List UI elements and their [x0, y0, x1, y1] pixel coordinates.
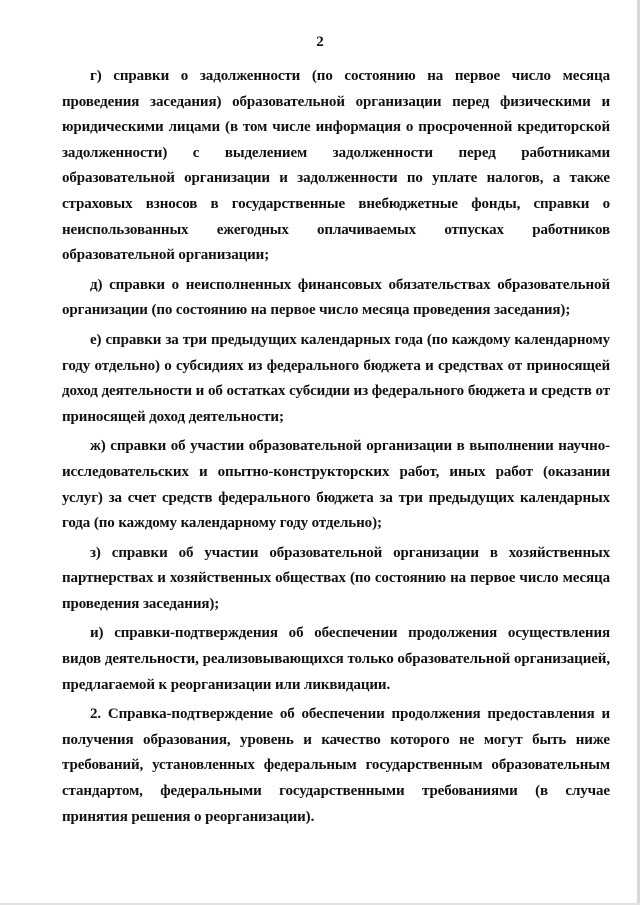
paragraph-e: е) справки за три предыдущих календарных года (по каждому календарному году отдельно) о субсидиях из федерального бюджета и средствах от приносящей доход деятельности и об остатках субсидии из федерального бюджета и средств от приносящей доход деятельности;: [62, 331, 610, 425]
document-body: [62, 64, 610, 834]
paragraph-d: д) справки о неисполненных финансовых обязательствах образовательной организации (по состоянию на первое число месяца проведения заседания);: [62, 276, 610, 319]
paragraph-z: з) справки об участии образовательной организации в хозяйственных партнерствах и хозяйственных обществах (по состоянию на первое число месяца проведения заседания);: [62, 544, 610, 612]
paragraph-2: 2. Справка-подтверждение об обеспечении продолжения предоставления и получения образования, уровень и качество которого не могут быть ниже требований, установленных федеральным государственным образовательным стандартом, федеральными государственными требованиями (в случае принятия решения о реорганизации).: [62, 706, 610, 825]
paragraph-i: и) справки-подтверждения об обеспечении продолжения осуществления видов деятельности, реализовывающихся только образовательной организацией, предлагаемой к реорганизации или ликвидации.: [62, 625, 610, 693]
page-number: 2: [316, 34, 324, 50]
paragraph-g: г) справки о задолженности (по состоянию на первое число месяца проведения заседания) образовательной организации перед физическими и юридическими лицами (в том числе информация о просроченной кредиторской задолженности) с выделением задолженности перед работниками образовательной организации и задолженности по уплате налогов, а также страховых взносов в государственные внебюджетные фонды, справки о неиспользованных ежегодных оплачиваемых отпусках работников образовательной организации;: [62, 68, 610, 264]
paragraph-zh: ж) справки об участии образовательной организации в выполнении научно-исследовательских и опытно-конструкторских работ, иных работ (оказании услуг) за счет средств федерального бюджета за три предыдущих календарных года (по каждому календарному году отдельно);: [62, 438, 610, 532]
